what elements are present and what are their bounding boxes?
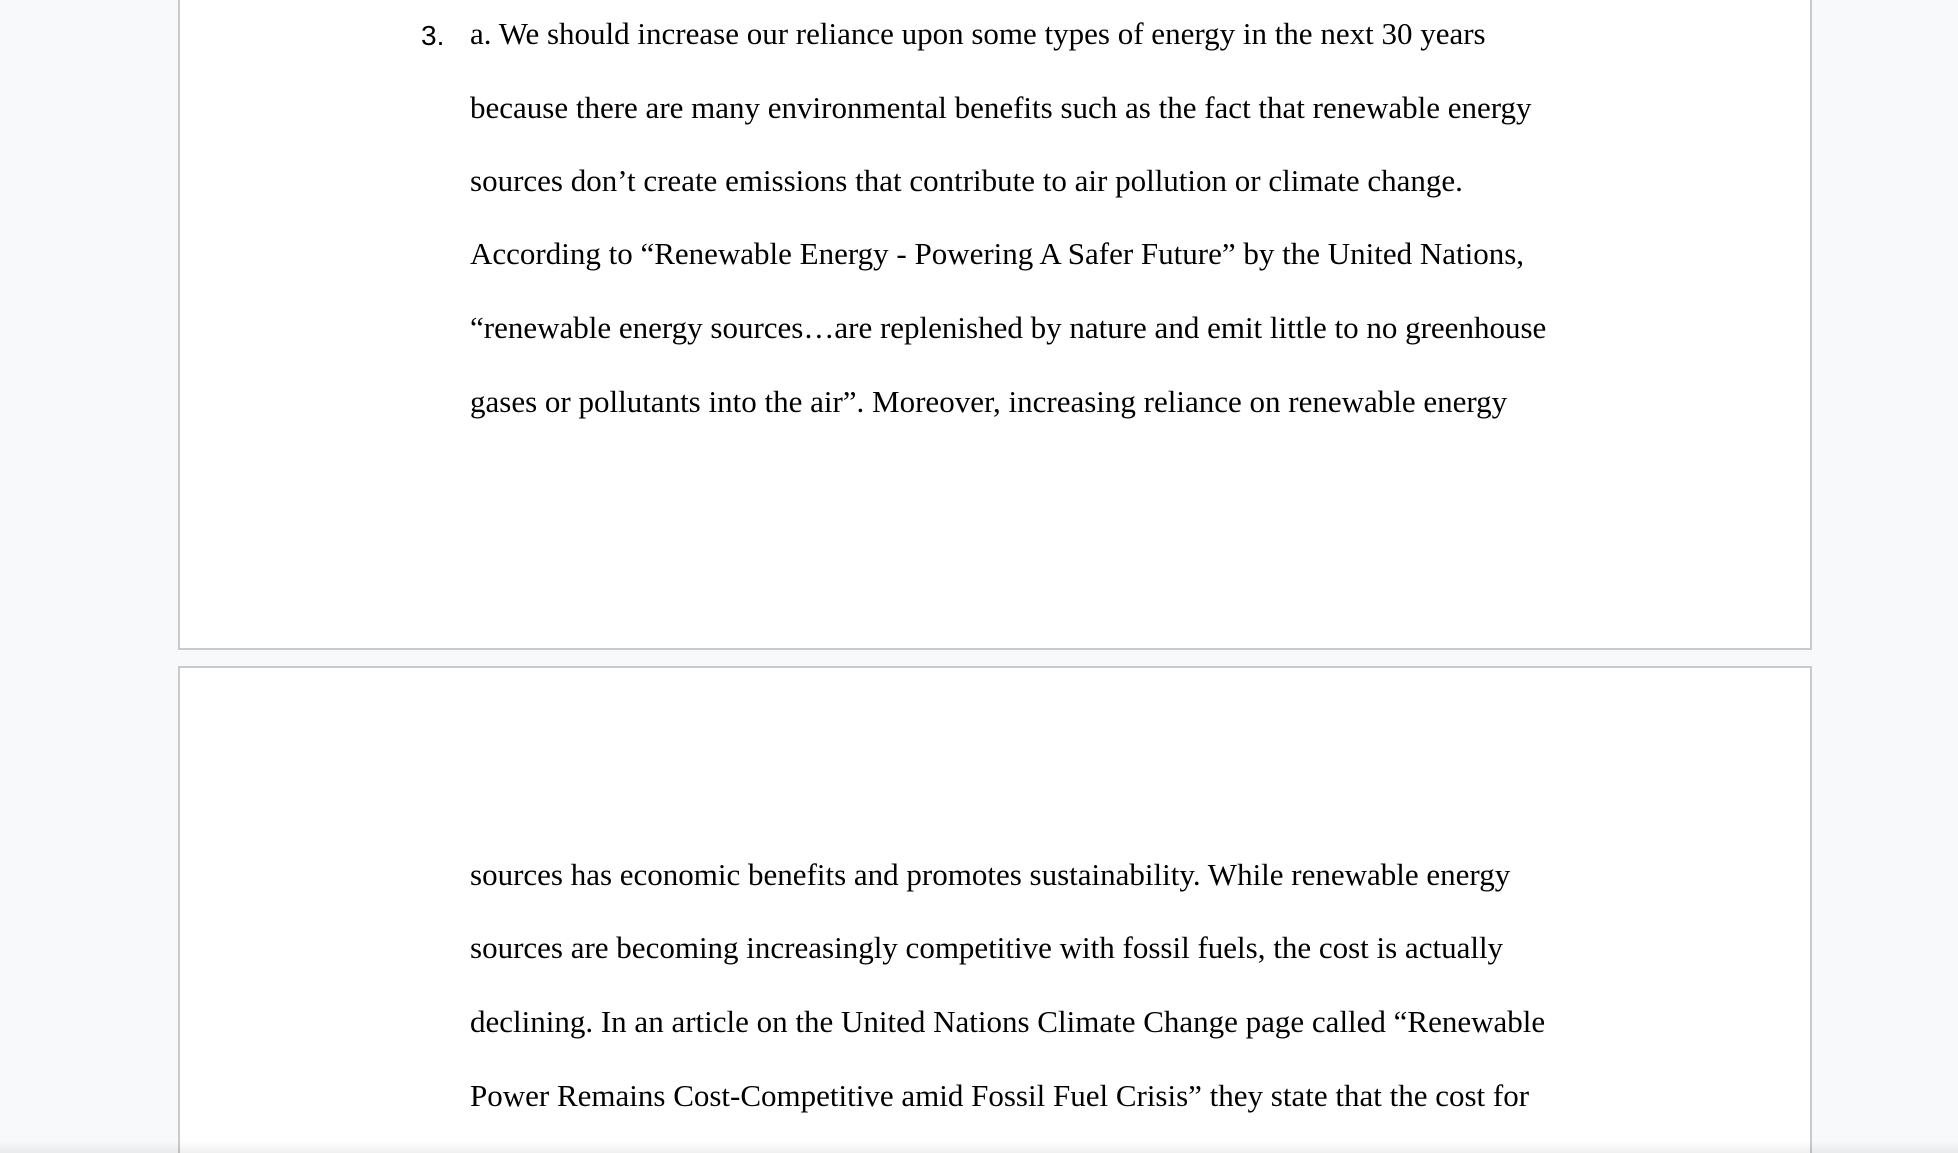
paragraph-line: Power Remains Cost-Competitive amid Fossil Fuel Crisis” they state that the cost for bbox=[470, 1078, 1530, 1113]
paragraph-line: gases or pollutants into the air”. Moreover, increasing reliance on renewable energy bbox=[470, 384, 1508, 419]
list-item-number: 3. bbox=[421, 20, 445, 51]
paragraph-line: declining. In an article on the United Nations Climate Change page called “Renewable bbox=[470, 1004, 1546, 1039]
paragraph-line: sources has economic benefits and promotes sustainability. While renewable energy bbox=[470, 857, 1511, 892]
paragraph-line: sources are becoming increasingly competitive with fossil fuels, the cost is actually bbox=[470, 930, 1504, 965]
viewport-bottom-shadow bbox=[0, 1141, 1958, 1153]
paragraph-line: a. We should increase our reliance upon some types of energy in the next 30 years bbox=[470, 16, 1486, 51]
paragraph-line: According to “Renewable Energy - Powering A Safer Future” by the United Nations, bbox=[470, 236, 1525, 271]
document-page-2[interactable] bbox=[178, 666, 1812, 1153]
paragraph-line: sources don’t create emissions that contribute to air pollution or climate change. bbox=[470, 163, 1463, 198]
paragraph-line: because there are many environmental benefits such as the fact that renewable energy bbox=[470, 90, 1532, 125]
paragraph-line: “renewable energy sources…are replenished by nature and emit little to no greenhouse bbox=[470, 310, 1547, 345]
document-page-1[interactable] bbox=[178, 0, 1812, 650]
